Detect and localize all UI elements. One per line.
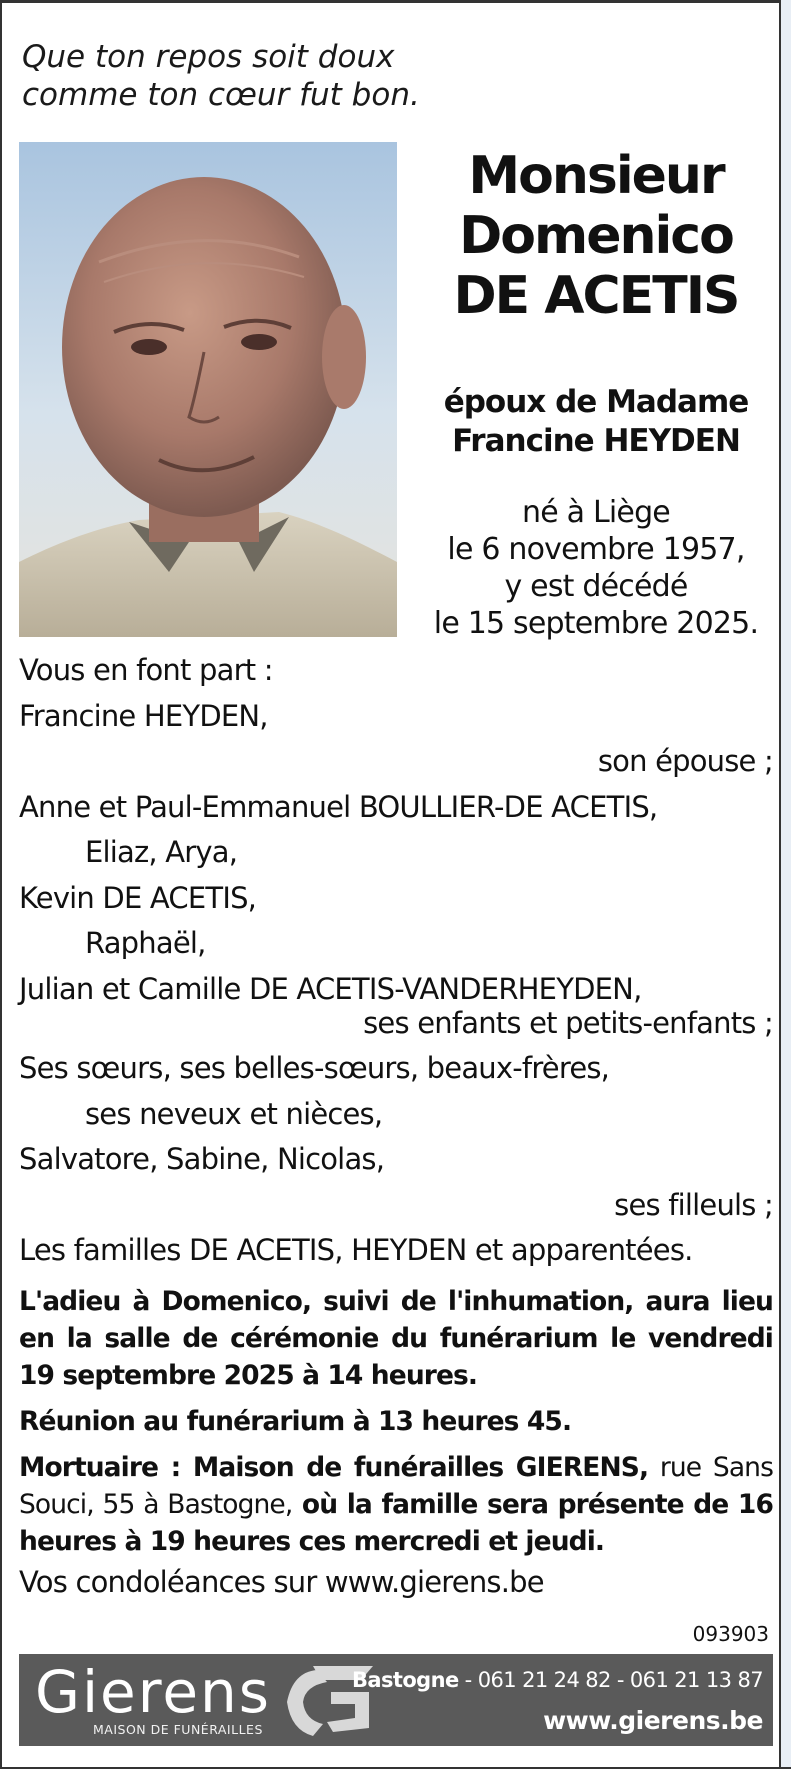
family-relatives: Les familles DE ACETIS, HEYDEN et apparentées. bbox=[19, 1233, 693, 1267]
family-siblings: Ses sœurs, ses belles-sœurs, beaux-frères, bbox=[19, 1051, 610, 1085]
frame-border-right bbox=[779, 0, 791, 1769]
funeral-home-banner bbox=[19, 1654, 773, 1746]
motto-line-1: Que ton repos soit doux bbox=[22, 39, 395, 75]
frame-border-left bbox=[0, 0, 2, 1769]
gierens-logo-text: Gierens bbox=[35, 1658, 271, 1726]
mortuary-presence: où la famille sera présente de 16 heures à 19 heures ces mercredi et jeudi. bbox=[19, 1489, 773, 1557]
family-spouse-name: Francine HEYDEN, bbox=[19, 698, 268, 733]
family-child-3: Julian et Camille DE ACETIS-VANDERHEYDEN, bbox=[19, 971, 642, 1006]
footer-phones: - 061 21 24 82 - 061 21 13 87 bbox=[458, 1668, 763, 1692]
death-place: y est décédé bbox=[504, 569, 688, 604]
family-spouse-role: son épouse ; bbox=[597, 744, 773, 778]
spouse-line-2: Francine HEYDEN bbox=[452, 423, 740, 459]
meeting-text: Réunion au funérarium à 13 heures 45. bbox=[19, 1406, 572, 1437]
frame-border-top bbox=[0, 0, 791, 3]
family-godchildren-role: ses filleuls ; bbox=[614, 1187, 773, 1222]
farewell-text: L'adieu à Domenico, suivi de l'inhumation, aura lieu en la salle de cérémonie du funérarium le vendredi 19 septembre 2025 à 14 heures. bbox=[19, 1286, 773, 1391]
family-grandchildren-1: Eliaz, Arya, bbox=[85, 835, 238, 869]
death-date: le 15 septembre 2025. bbox=[433, 606, 759, 641]
reference-number: 093903 bbox=[692, 1622, 769, 1646]
birth-date: le 6 novembre 1957, bbox=[447, 532, 745, 567]
footer-city-name: Bastogne bbox=[352, 1668, 459, 1692]
deceased-title: Monsieur bbox=[468, 146, 724, 206]
deceased-name bbox=[420, 146, 772, 326]
deceased-first-name: Domenico bbox=[459, 206, 733, 266]
deceased-last-name: DE ACETIS bbox=[453, 266, 739, 326]
family-nephews: ses neveux et nièces, bbox=[85, 1096, 383, 1131]
motto bbox=[22, 38, 442, 114]
ceremony-info bbox=[19, 1283, 773, 1569]
motto-line-2: comme ton cœur fut bon. bbox=[22, 77, 420, 113]
family-children-role: ses enfants et petits-enfants ; bbox=[363, 1006, 773, 1040]
family-grandchildren-2: Raphaël, bbox=[85, 926, 206, 960]
family-child-2: Kevin DE ACETIS, bbox=[19, 880, 257, 915]
mortuary-address: rue Sans Souci, 55 à Bastogne, bbox=[19, 1452, 773, 1520]
family-intro: Vous en font part : bbox=[19, 653, 273, 687]
birth-place: né à Liège bbox=[522, 495, 670, 530]
footer-website-link[interactable]: www.gierens.be bbox=[543, 1706, 763, 1735]
spouse-line-1: époux de Madame bbox=[443, 384, 749, 420]
family-child-1: Anne et Paul-Emmanuel BOULLIER-DE ACETIS, bbox=[19, 789, 658, 824]
family-list bbox=[19, 648, 773, 1274]
mortuary-paragraph bbox=[19, 1449, 773, 1560]
mortuary-name: Mortuaire : Maison de funérailles GIERENS, bbox=[19, 1452, 649, 1483]
footer-contact bbox=[352, 1668, 763, 1692]
portrait-photo bbox=[19, 142, 397, 637]
gierens-logo-subtitle: MAISON DE FUNÉRAILLES bbox=[93, 1722, 263, 1737]
family-godchildren: Salvatore, Sabine, Nicolas, bbox=[19, 1142, 385, 1176]
spouse-line bbox=[420, 383, 772, 461]
birth-death-dates bbox=[420, 494, 772, 642]
condolences-line: Vos condoléances sur www.gierens.be bbox=[19, 1565, 544, 1599]
